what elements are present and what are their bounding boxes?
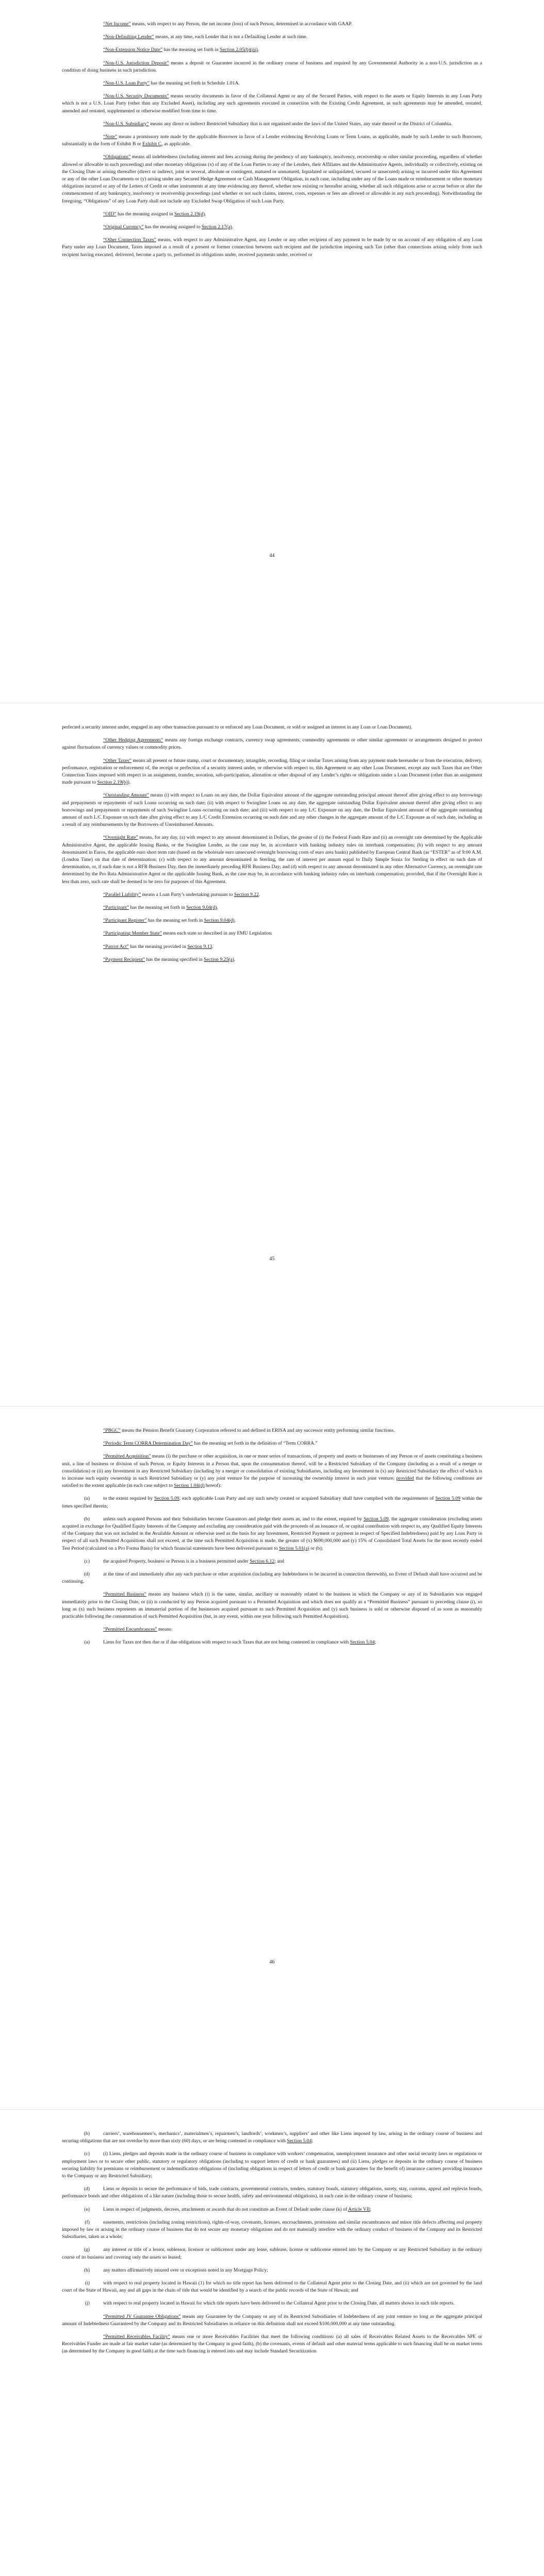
text-run: Liens for Taxes not then due or if due obligations with respect to such Taxes that are not being contested in compliance with [103,1639,350,1646]
definition-paragraph [62,133,482,148]
defined-term: “Obligations” [103,154,131,160]
text-run: has the meaning set forth in [146,918,204,924]
definition-paragraph [62,1453,482,1489]
clause-label: (b) [84,1516,90,1522]
text-run: has the meaning provided in [128,943,188,950]
text-run: means: [157,1626,173,1633]
text-run: means a Loan Party’s undertaking pursuant to [141,891,234,897]
definition-paragraph [62,33,482,41]
definition-paragraph [62,792,482,828]
clause-paragraph [62,2267,482,2274]
defined-term: “Participant” [103,905,129,911]
clause-label: (f) [85,2219,90,2225]
document-page [0,703,544,1406]
clause-label: (g) [84,2247,90,2253]
clause-label: (c) [84,1558,90,1564]
text-run: . [205,211,206,217]
definition-paragraph [62,956,482,963]
text-run: has the meaning set forth in [129,905,187,911]
section-reference-link[interactable]: Section 6.12 [250,1558,275,1564]
definition-paragraph [62,46,482,54]
defined-term: “Non-U.S. Jurisdiction Deposit” [103,60,169,66]
definition-paragraph [62,1427,482,1434]
text-run: means (i) the purchase or other acquisition, in one or more series of transactions, of property and assets or businesses of any Person or of assets constituting a business unit, a line of business or division of such Person, or Equity Interests in a Person that, upon the consummation thereof, will be a Restricted Subsidiary of the Company (including as a result of a merger or consolidation) or (ii) any Investment in any Restricted Subsidiary (including by a merger or consolidation of existing Subsidiaries, including any Investment in (x) any Restricted Subsidiary the effect of which is to increase such equity ownership in such Restricted Subsidiary or (y) any joint venture for the purpose of increasing the ownership interest in such joint venture; [62,1453,482,1482]
document-page [0,0,544,703]
text-run: ; [374,1639,376,1646]
text-run: means any business which (i) is the same, similar, ancillary or reasonably related to the business in which the Company or any of its Subsidiaries was engaged immediately prior to the Closing Date, or (ii) is conducted by any Person acquired pursuant to a Permitted Acquisition and which does not qualify as a “Permitted Business” pursuant to preceding clause (i), so long as (x) such business represents an immaterial portion of the businesses acquired pursuant to such Permitted Acquisition and (y) such business is sold or otherwise disposed of as soon as reasonably practicable following the consummation of such Permitted Acquisition (but, in any event, within one year following such Permitted Acquisition). [62,1591,482,1620]
defined-term: “Net Income” [103,21,131,27]
section-reference-link[interactable]: Exhibit C [142,141,162,147]
text-run: with respect to real property located in Hawaii (1) for which no title report has been delivered to the Collateral Agent prior to the Closing Date, and (ii) which are not governed by the land court of the State of Hawaii, any and all gaps in the chain of title that would be identified by a search of the public records of the State of Hawaii; and [62,2280,482,2294]
defined-term: “Note” [103,134,118,140]
text-run: means each state so described in any EMU Legislation. [162,930,273,937]
text-run: has the meaning set forth in Schedule 1.01A. [150,80,240,87]
text-run: . [258,891,260,897]
clause-label: (j) [85,2300,90,2307]
text-run: with respect to real property located in Hawaii for which title reports have been delivered to the Collateral Agent prior to the Closing Date, all matters shown in such title reports. [103,2300,455,2307]
clause-label: (h) [84,2267,90,2273]
defined-term: “Other Taxes” [103,757,131,764]
text-run: means any foreign exchange contracts, currency swap agreements, commodity agreements or other similar agreements or arrangements designed to protect against fluctuations of currency values or commodity prices. [62,737,483,751]
section-reference-link[interactable]: Section 2.17(a) [202,224,232,230]
clause-paragraph [62,2130,482,2145]
section-reference-link[interactable]: Section 5.09 [154,1496,179,1502]
section-reference-link[interactable]: Section 9.13 [187,943,212,950]
text-run: means, for any day, (a) with respect to any amount denominated in Dollars, the greater of (i) the Federal Funds Rate and (ii) an overnight rate determined by the Applicable Administrative Agent, the applicable Issuing Banks, or the Swingline Lender, as the case may be, in accordance with banking industry rules on interbank compensation; (b) with respect to any amount denominated in Euros, the applicable euro short term rate (based on the wholesale euro unsecured overnight borrowing costs of euro area banks) published by European Central Bank (as “ESTER” as of 9:00 A.M. (London Time) on that date of determination; (c) with respect to any amount denominated in Sterling, the rate of interest per annum equal to Daily Simple Sonia for Sterling in effect on such date of determination, or, if such date is not a RFR Business Day, then the immediately preceding RFR Business Day; and (d) with respect to any amount denominated in any other Alternative Currency, an overnight rate determined by the Pro Rata Administrative Agent or the applicable Issuing Bank, as the case may be, in accordance with banking industry rules on interbank compensation; provided, that if the Overnight Rate is less than zero, such rate shall be deemed to be zero for purposes of this Agreement. [62,835,482,885]
clause-label: (i) [85,2280,90,2286]
text-run: . [212,943,213,950]
definition-paragraph [62,211,482,218]
clause-paragraph [62,2185,482,2200]
definition-paragraph [62,943,482,951]
clause-paragraph [62,1571,482,1585]
clause-label: (d) [84,2186,90,2192]
definition-paragraph [62,2333,482,2355]
section-reference-link[interactable]: Article VII [348,2206,370,2212]
defined-term: “Permitted Acquisition” [103,1453,151,1460]
definition-paragraph [62,930,482,937]
section-reference-link[interactable]: Section 5.04 [350,1639,375,1646]
text-run: easements, restrictions (including zoning restrictions), rights-of-way, covenants, licenses, encroachments, protrusions and similar encumbrances and minor title defects affecting real property imposed by law or arising in the ordinary course of business that do not secure any monetary obligations and do not materially interfere with the ordinary conduct of business of the Company and its Restricted Subsidiaries, taken as a whole; [62,2219,482,2240]
text-run: to the extent required by [103,1496,155,1502]
text-run: has the meaning set forth in the definition of “Term CORRA.” [192,1440,318,1447]
defined-term: “Original Currency” [103,224,144,230]
text-run: . [234,956,236,962]
page-number: 46 [269,1959,275,1965]
text-run: means all present or future stamp, court or documentary, intangible, recording, filing or similar Taxes arising from any payment made hereunder or from the execution, delivery, performance, registration or enforcement of, the receipt or perfection of a security interest under, or otherwise with respect to, this Agreement or any other Loan Document, except any such Taxes that are Other Connection Taxes imposed with respect to an assignment, transfer, novation, sub-participation, alienation or other disposal of any Lender’s rights or obligations under a Loan Document (other than an assignment made pursuant to [62,757,483,786]
text-run: that the following conditions are satisfied to the extent applicable (in each case subject to [62,1476,483,1489]
definition-paragraph [62,891,482,899]
definition-paragraph [62,93,482,115]
defined-term: provided [396,1476,414,1482]
text-run: unless such acquired Persons and their Subsidiaries become Guarantors and pledge their assets as, and to the extent, required by [103,1516,364,1522]
definition-paragraph [62,1591,482,1620]
defined-term: “Payment Recipient” [103,956,145,962]
defined-term: “Non-U.S. Subsidiary” [103,121,149,127]
defined-term: “Participating Member State” [103,930,162,937]
clause-label: (e) [84,2206,90,2212]
defined-term: “Permitted Business” [103,1591,146,1598]
text-run: means, with respect to any Administrative Agent, any Lender or any other recipient of any payment to be made by or on account of any obligation of any Loan Party under any Loan Document, Taxes imposed as a result of a present or former connection between such recipient and the jurisdiction imposing such Tax (other than connections arising solely from such recipient having executed, delivered, become a party to, performed its obligations under, received payments under, received or [62,237,482,258]
defined-term: “Outstanding Amount” [103,792,149,799]
text-run: . [217,905,218,911]
text-run: means, at any time, each Lender that is not a Defaulting Lender at such time. [154,34,308,40]
text-run: . [257,47,259,53]
defined-term: “Patriot Act” [103,943,129,950]
text-run: carriers’, warehousemen’s, mechanics’, materialmen’s, repairmen’s, landlords’, workmen’s, suppliers’ and other like Liens imposed by law, arising in the ordinary course of business and securing obligations that are not overdue by more than sixty (60) days, or are being contested in compliance with [62,2131,482,2144]
definition-paragraph [62,60,482,74]
text-run: has the meaning set forth in [162,47,220,53]
definition-paragraph [62,1626,482,1633]
page-number: 45 [269,1256,275,1262]
defined-term: “Non-Defaulting Lender” [103,34,154,40]
clause-paragraph [62,1558,482,1565]
text-run: means, with respect to any Person, the net income (loss) of such Person, determined in accordance with GAAP. [130,21,353,27]
definition-paragraph [62,737,482,751]
text-run: has the meaning assigned in [116,211,175,217]
text-run: perfected a security interest under, engaged in any other transaction pursuant to or enforced any Loan Document, or sold or assigned an interest in any Loan or Loan Document). [62,724,413,730]
clause-paragraph [62,2300,482,2307]
section-reference-link[interactable]: Section 1.04(d) [174,1483,205,1489]
defined-term: “Other Connection Taxes” [103,237,156,243]
text-run: hereof): [204,1483,222,1489]
clause-label: (d) [84,1571,90,1578]
defined-term: “Non-Extension Notice Date” [103,47,163,53]
section-reference-link[interactable]: Section 9.25(a) [204,956,234,962]
document-page [0,1406,544,2110]
defined-term: “Non-U.S. Loan Party” [103,80,150,87]
clause-paragraph [62,2280,482,2294]
text-run: means all indebtedness (including interest and fees accruing during the pendency of any bankruptcy, insolvency, receivership or other similar proceeding, regardless of whether allowed or allowable in such proceeding) and other monetary obligations (x) of any of the Loan Parties to any of the Lenders, their Affiliates and the Administrative Agents, individually or collectively, existing on the Closing Date or arising thereafter (direct or indirect, joint or several, absolute or contingent, matured or unmatured, liquidated or unliquidated, secured or unsecured) arising or incurred under this Agreement or any of the other Loan Documents or (y) arising under any Secured Hedge Agreement or Cash Management Obligation, in each case, including under any of the Loans made or reimbursement or other monetary obligations incurred or any of the Letters of Credit or other instruments at any time evidencing any thereof, whether now existing or hereafter arising, whether all such obligations arise or accrue before or after the commencement of any bankruptcy, insolvency or receivership proceedings (and whether or not such claims, interest, costs, expenses or fees are allowed or allowable in any such proceeding). Notwithstanding the foregoing, “Obligations” of any Loan Party shall not include any Excluded Swap Obligation of such Loan Party. [62,154,482,204]
text-run: means a promissory note made by the applicable Borrower in favor of a Lender evidencing Revolving Loans or Term Loans, as applicable, made by such Lender to such Borrower, substantially in the form of Exhibit B or [62,134,482,147]
section-reference-link[interactable]: Section 2.19(d) [174,211,205,217]
clause-label: (a) [84,1639,90,1646]
clause-paragraph [62,2206,482,2213]
page-number: 44 [269,553,275,558]
section-reference-link[interactable]: Section 9.04(d) [204,918,235,924]
text-run: has the meaning assigned to [143,224,202,230]
clause-label: (c) [84,2151,90,2157]
defined-term: “Participant Register” [103,918,147,924]
definition-paragraph [62,1440,482,1447]
definition-paragraph [62,236,482,259]
text-run: means security documents in favor of the Collateral Agent or any of the Secured Parties, with respect to the assets or Equity Interests in any Loan Party which is not a U.S. Loan Party (other than any Excluded Asset), including any such agreements executed in connection with the Existing Credit Agreement, as such agreements may be amended, restated, amended and restated, supplemented or otherwise modified from time to time. [62,93,482,114]
text-run: has the meaning specified in [145,956,204,962]
defined-term: “Other Hedging Agreements” [103,737,163,743]
text-run: Liens or deposits to secure the performance of bids, trade contracts, governmental contracts, tenders, statutory bonds, statutory obligations, surety, stay, customs, appeal and replevin bonds, performance bonds and other obligations of a like nature (including those to secure health, safety and environmental obligations), in each case in the ordinary course of business; [62,2186,482,2199]
document-page [0,2110,544,2576]
text-run: within the times specified therein; [62,1496,482,1509]
text-run: means any direct or indirect Restricted Subsidiary that is not organized under the laws of the United States, any state thereof or the District of Columbia. [149,121,452,127]
definition-paragraph [62,224,482,231]
definition-paragraph [62,80,482,87]
text-run: ; and [274,1558,285,1564]
section-reference-link[interactable]: Section 2.05(b)(iii) [220,47,258,53]
section-reference-link[interactable]: Section 2.19(b) [97,779,128,786]
clause-label: (a) [84,1496,90,1502]
text-run: , the aggregate consideration (excluding assets acquired in exchange for Qualified Equity Interests of the Company and excluding any consideration paid with the proceeds of an issuance of, or capital contribution with respect to, any Qualified Equity Interests of the Company that was not included in the Available Amount or otherwise used as the basis for any Investment, Restricted Payment or payment in respect of Specified Indebtedness) paid by any Loan Party in respect of all such Permitted Acquisitions shall not exceed, at the time such Permitted Acquisition is made, the greater of (x) $690,000,000 and (y) 15% of Consolidated Total Assets for the most recently ended Test Period (calculated on a Pro Forma Basis) for which financial statements have been delivered pursuant to [62,1516,482,1551]
defined-term: “Periodic Term CORRA Determination Day” [103,1440,193,1447]
text-run: the acquired Property, business or Person is in a business permitted under [103,1558,250,1564]
text-run: Liens in respect of judgments, decrees, attachments or awards that do not constitute an Event of Default under clause (k) of [103,2206,349,2212]
text-run: . [234,918,236,924]
clause-paragraph [62,1639,482,1646]
defined-term: “OID” [103,211,117,217]
text-run: or (b); [309,1545,323,1551]
definition-paragraph [62,834,482,885]
clause-paragraph [62,2150,482,2180]
section-reference-link[interactable]: Section 5.09 [364,1516,389,1522]
text-run: means the Pension Benefit Guaranty Corporation referred to and defined in ERISA and any successor entity performing similar functions. [120,1428,395,1433]
text-run: means a deposit or Guarantee incurred in the ordinary course of business and required by any Governmental Authority in a non-U.S. jurisdiction as a condition of doing business in such jurisdiction. [62,60,482,73]
section-reference-link[interactable]: Section 5.04 [287,2138,312,2144]
definition-paragraph [62,917,482,924]
text-run: any matters affirmatively insured over or exceptions noted in any Mortgage Policy; [103,2267,268,2273]
definition-paragraph [62,757,482,787]
clause-label: (b) [84,2131,90,2137]
clause-paragraph [62,2219,482,2241]
defined-term: “Permitted Encumbrances” [103,1626,157,1633]
definition-paragraph [62,154,482,205]
defined-term: “Permitted Receivables Facility” [103,2334,170,2340]
text-run: means one or more Receivables Facilities that meet the following conditions: (a) all sales of Receivables Related Assets to the Receivables SPE or Receivables Funder are made at fair market value (as determined by the Company in good faith), (b) the covenants, events of default and other material terms applicable to such financing shall be on market terms (as determined by the Company in good faith) at the time such financing is entered into and may include Standard Securitization [62,2334,482,2354]
text-run: ; [370,2206,371,2212]
defined-term: “PBGC” [103,1428,121,1433]
defined-term: “Permitted JV Guarantee Obligations” [103,2313,181,2319]
text-run: means any Guarantee by the Company or any of its Restricted Subsidiaries of Indebtedness of any joint venture so long as the aggregate principal amount of Indebtedness Guaranteed by the Company and its Restricted Subsidiaries in reliance on this definition shall not exceed $100,000,000 at any time outstanding. [62,2313,482,2327]
text-run: (i) Liens, pledges and deposits made in the ordinary course of business in compliance with workers’ compensation, unemployment insurance and other social security laws or regulations or employment laws or to secure other public, statutory or regulatory obligations (including to support letters of credit or bank guarantees) and (ii) Liens, pledges or deposits in the ordinary course of business securing liability for premiums or reimbursement or indemnification obligations of (including obligations in respect of letters of credit or bank guarantees for the benefit of) insurance carriers providing insurance to the Company or any Restricted Subsidiary; [62,2151,482,2179]
clause-paragraph [62,1495,482,1510]
section-reference-link[interactable]: Section 9.22 [234,891,259,897]
text-run: ). [127,779,131,786]
definition-paragraph [62,2313,482,2328]
definition-paragraph [62,724,482,731]
section-reference-link[interactable]: Section 5.09 [435,1496,460,1502]
section-reference-link[interactable]: Section 5.01(a) [279,1545,309,1551]
text-run: , as applicable. [161,141,191,147]
text-run: any interest or title of a lessor, sublessor, licensor or sublicensor under any lease, sublease, license or sublicense entered into by the Company or any Restricted Subsidiary in the ordinary course of its business and covering only the assets so leased; [62,2247,482,2260]
defined-term: “Parallel Liability” [103,891,141,897]
clause-paragraph [62,2246,482,2261]
text-run: . [232,224,234,230]
definition-paragraph [62,904,482,911]
text-run: ; [311,2138,314,2144]
defined-term: “Non-U.S. Security Documents” [103,93,169,99]
text-run: , each applicable Loan Party and any such newly created or acquired Subsidiary shall have complied with the requirements of [179,1496,436,1502]
defined-term: “Overnight Rate” [103,835,138,841]
section-reference-link[interactable]: Section 9.04(d) [186,905,217,911]
clause-paragraph [62,1516,482,1552]
text-run: means (i) with respect to Loans on any date, the Dollar Equivalent amount of the aggregate outstanding principal amount thereof after giving effect to any borrowings and prepayments or repayments of such Loans occurring on such date; (ii) with respect to Swingline Loans on any date, the aggregate outstanding Dollar Equivalent amount thereof after giving effect to any borrowings and prepayments or repayments of such Swingline Loans occurring on such date; and (iii) with respect to any L/C Exposure on any date, the Dollar Equivalent amount of the aggregate outstanding amount of such L/C Exposure on such date after giving effect to any L/C Credit Extension occurring on such date and any other changes in the aggregate amount of the L/C Exposure as of such date, including as a result of any reimbursements by the Borrowers of Unreimbursed Amounts. [62,792,482,828]
definition-paragraph [62,21,482,28]
definition-paragraph [62,121,482,128]
text-run: at the time of and immediately after any such purchase or other acquisition (including any Indebtedness to be incurred in connection therewith), no Event of Default shall have occurred and be continuing. [62,1571,482,1585]
